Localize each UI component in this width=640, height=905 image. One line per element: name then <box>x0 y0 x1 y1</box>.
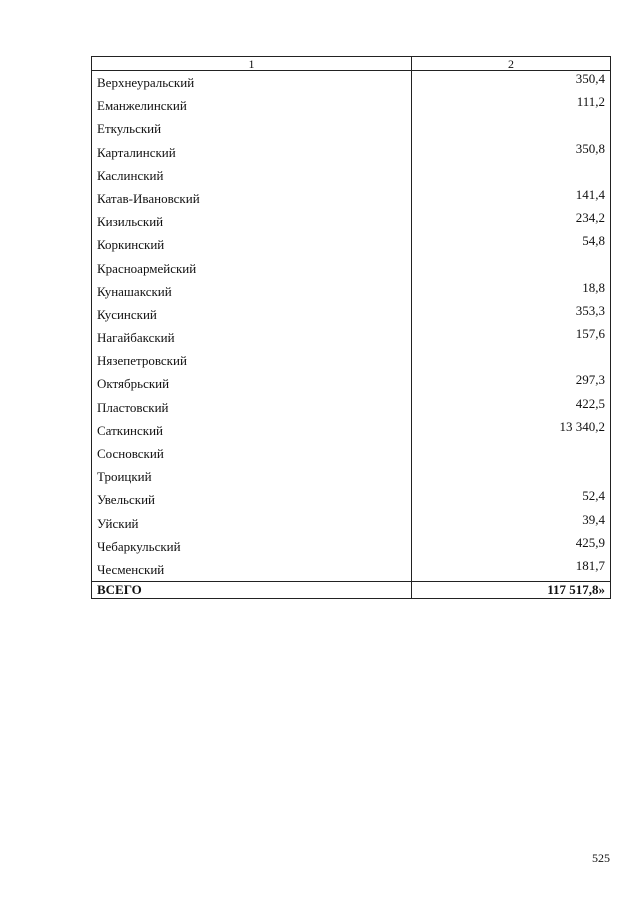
district-name: Кизильский <box>92 210 412 233</box>
total-label: ВСЕГО <box>92 582 412 599</box>
table-row <box>92 94 611 117</box>
table-row <box>92 187 611 210</box>
district-value: 350,4 <box>412 71 611 95</box>
district-name: Увельский <box>92 488 412 511</box>
table-row <box>92 349 611 372</box>
district-name: Еткульский <box>92 117 412 140</box>
table-row <box>92 164 611 187</box>
district-value: 157,6 <box>412 326 611 349</box>
district-name: Коркинский <box>92 233 412 256</box>
district-value: 234,2 <box>412 210 611 233</box>
total-value: 117 517,8» <box>412 582 611 599</box>
column-header-1: 1 <box>92 57 412 71</box>
district-value <box>412 117 611 140</box>
table-row <box>92 280 611 303</box>
district-value <box>412 442 611 465</box>
district-value: 39,4 <box>412 512 611 535</box>
table-row <box>92 71 611 95</box>
table-row <box>92 210 611 233</box>
table-row <box>92 257 611 280</box>
table-row <box>92 488 611 511</box>
district-name: Кунашакский <box>92 280 412 303</box>
district-value: 422,5 <box>412 396 611 419</box>
district-name: Сосновский <box>92 442 412 465</box>
district-name: Катав-Ивановский <box>92 187 412 210</box>
district-name: Уйский <box>92 512 412 535</box>
table-row <box>92 465 611 488</box>
district-value <box>412 465 611 488</box>
district-value: 141,4 <box>412 187 611 210</box>
district-name: Нагайбакский <box>92 326 412 349</box>
district-value: 297,3 <box>412 372 611 395</box>
district-name: Кусинский <box>92 303 412 326</box>
table-row <box>92 372 611 395</box>
district-name: Пластовский <box>92 396 412 419</box>
table-row <box>92 419 611 442</box>
district-value: 13 340,2 <box>412 419 611 442</box>
table-row <box>92 141 611 164</box>
district-value: 353,3 <box>412 303 611 326</box>
column-header-2: 2 <box>412 57 611 71</box>
table-row <box>92 396 611 419</box>
table-row <box>92 117 611 140</box>
district-value: 111,2 <box>412 94 611 117</box>
district-name: Октябрьский <box>92 372 412 395</box>
table-row <box>92 326 611 349</box>
district-value: 18,8 <box>412 280 611 303</box>
table-row <box>92 233 611 256</box>
table-body <box>92 71 611 582</box>
district-name: Троицкий <box>92 465 412 488</box>
district-name: Каслинский <box>92 164 412 187</box>
table-row <box>92 303 611 326</box>
district-value <box>412 349 611 372</box>
district-value <box>412 257 611 280</box>
district-value: 181,7 <box>412 558 611 582</box>
table-row <box>92 535 611 558</box>
table-row <box>92 558 611 582</box>
district-name: Чесменский <box>92 558 412 582</box>
header-row <box>92 57 611 71</box>
district-name: Еманжелинский <box>92 94 412 117</box>
district-value: 54,8 <box>412 233 611 256</box>
district-name: Верхнеуральский <box>92 71 412 95</box>
district-name: Нязепетровский <box>92 349 412 372</box>
district-name: Саткинский <box>92 419 412 442</box>
district-name: Красноармейский <box>92 257 412 280</box>
district-name: Чебаркульский <box>92 535 412 558</box>
total-row <box>92 582 611 599</box>
district-value <box>412 164 611 187</box>
district-value: 52,4 <box>412 488 611 511</box>
district-value: 350,8 <box>412 141 611 164</box>
table-row <box>92 442 611 465</box>
district-name: Карталинский <box>92 141 412 164</box>
district-value: 425,9 <box>412 535 611 558</box>
page-number: 525 <box>592 851 610 865</box>
district-table <box>91 56 611 599</box>
table-row <box>92 512 611 535</box>
